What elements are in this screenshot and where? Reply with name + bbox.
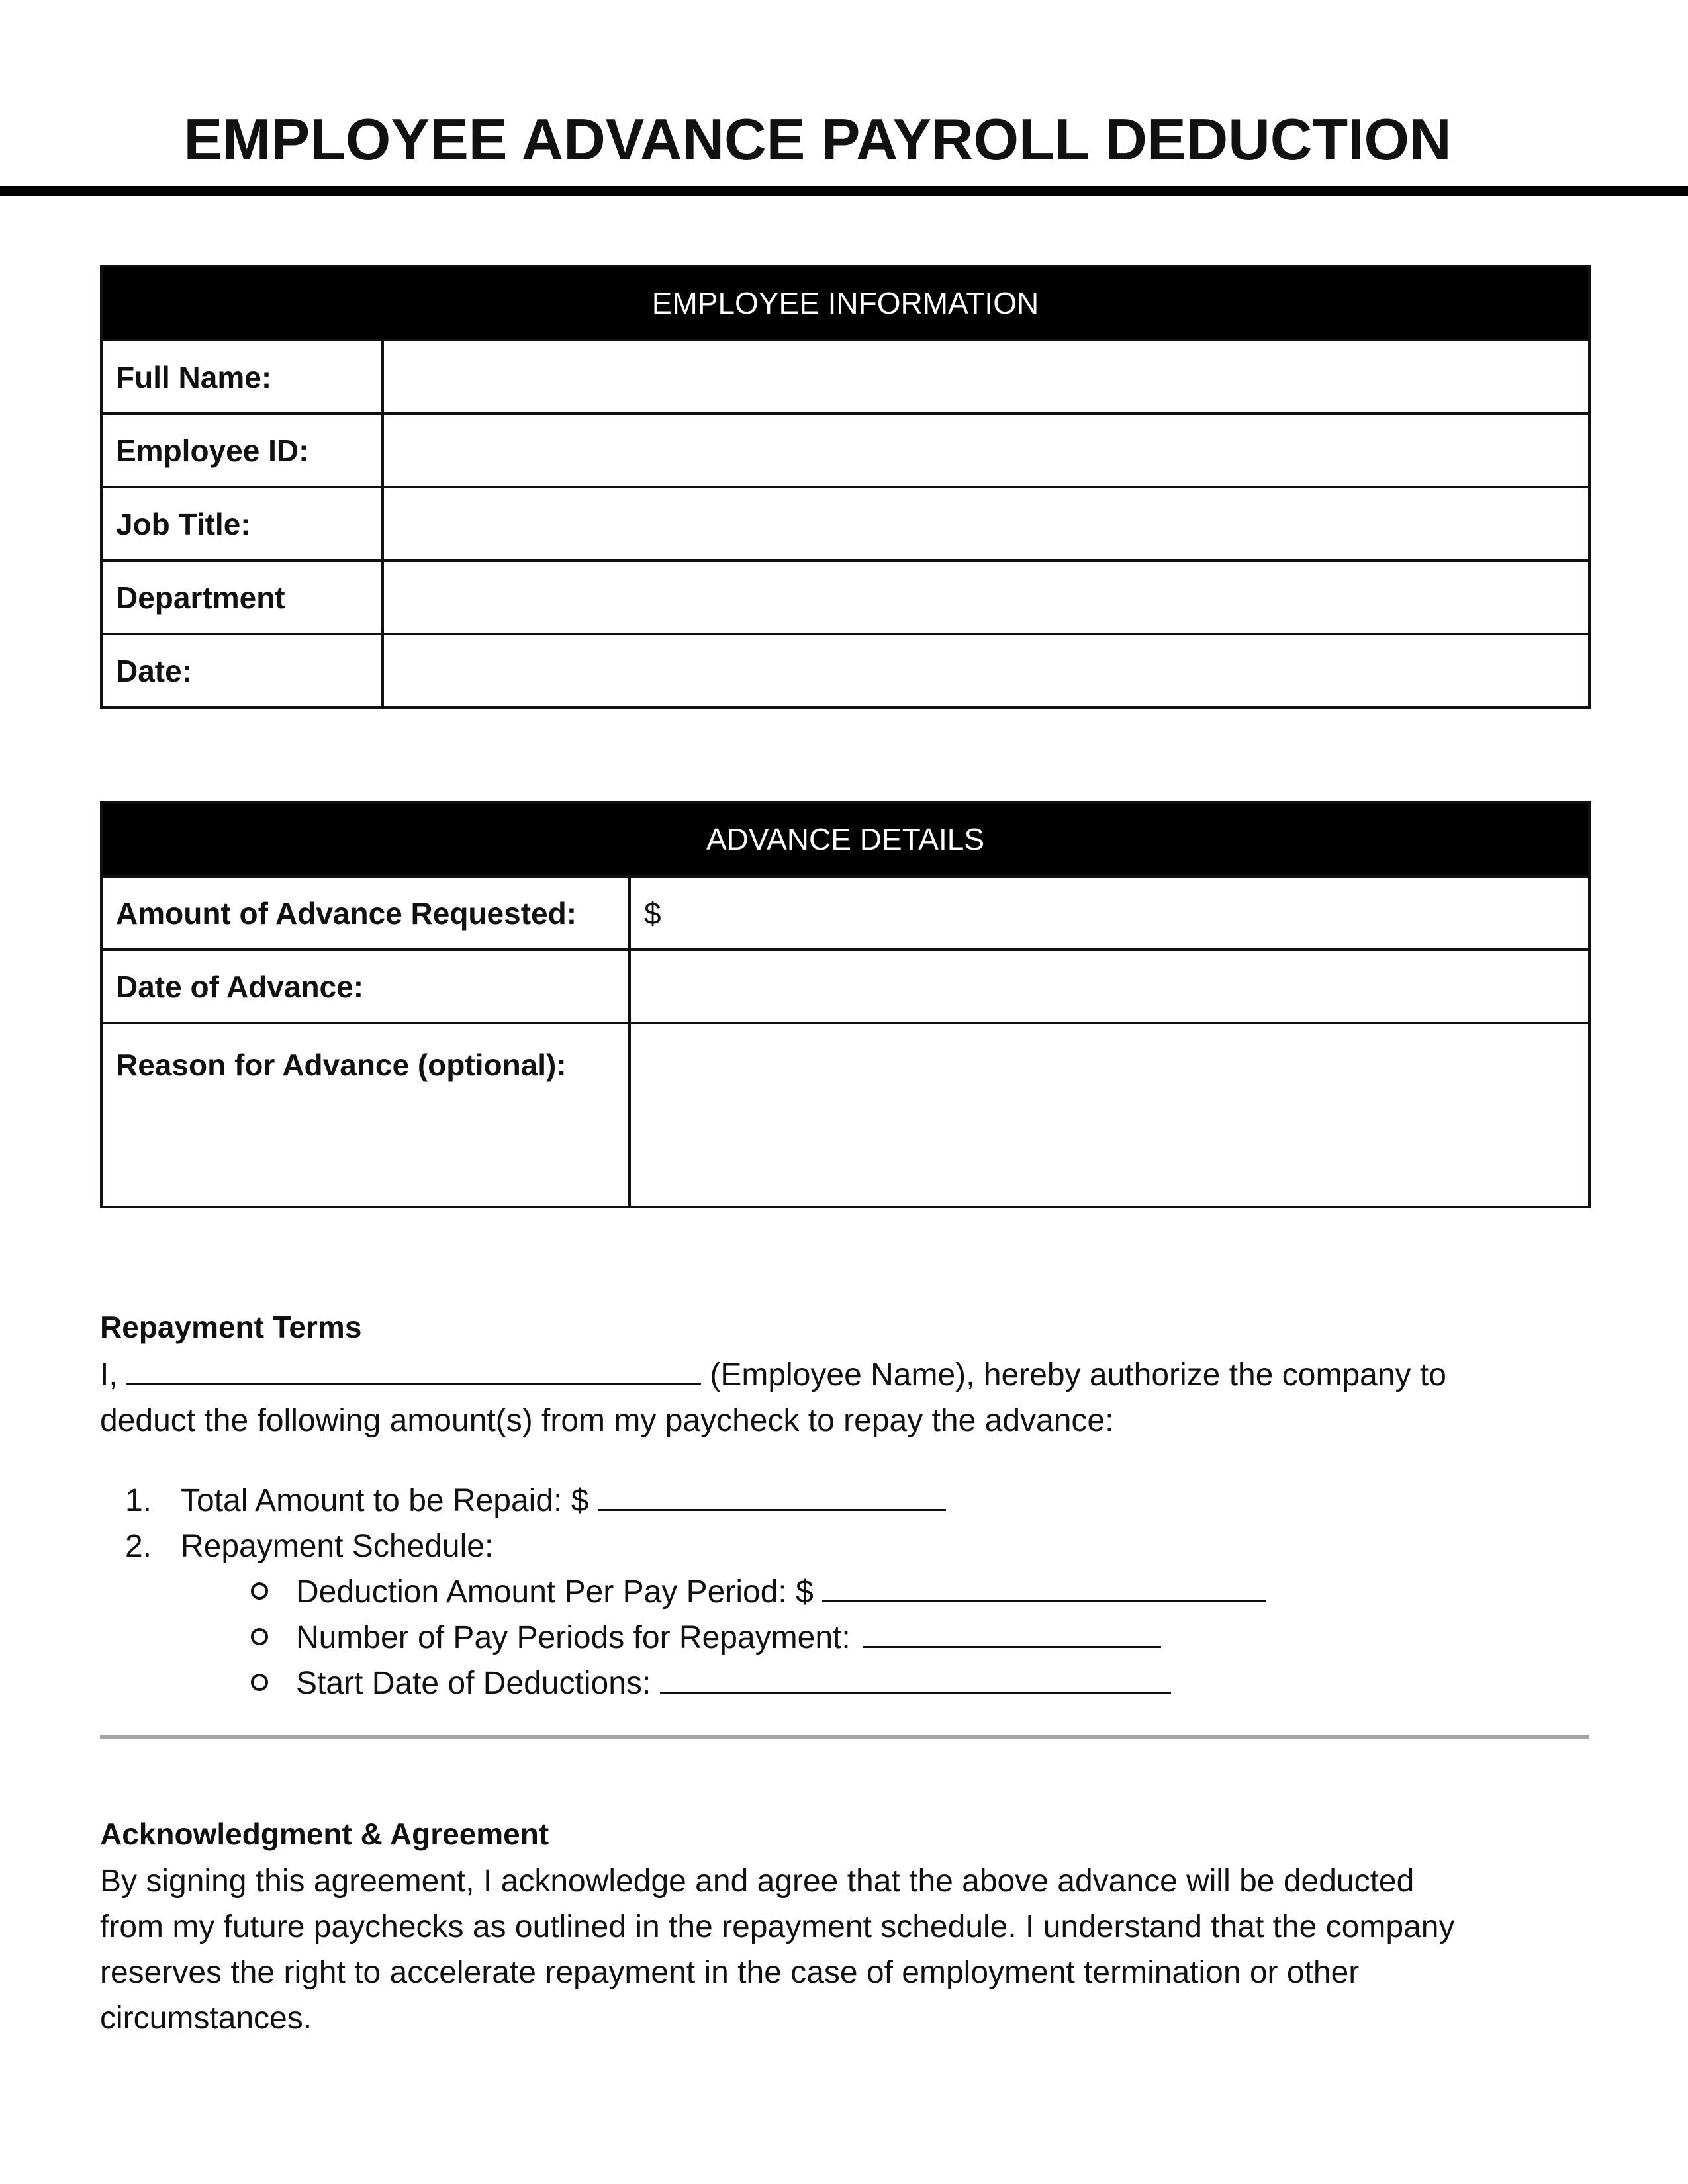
start-date-label: Start Date of Deductions: xyxy=(296,1666,651,1701)
page-title: EMPLOYEE ADVANCE PAYROLL DEDUCTION xyxy=(183,107,1452,172)
amount-requested-label: Amount of Advance Requested: xyxy=(101,876,630,950)
circle-bullet-icon xyxy=(251,1582,268,1600)
employee-information-table xyxy=(100,265,1591,709)
acknowledgment-line: from my future paychecks as outlined in the repayment schedule. I understand that the company xyxy=(100,1909,1455,1944)
acknowledgment-line: circumstances. xyxy=(100,2001,312,2036)
repayment-terms-heading: Repayment Terms xyxy=(100,1310,362,1344)
reason-label: Reason for Advance (optional): xyxy=(101,1023,630,1207)
total-amount-blank[interactable] xyxy=(598,1482,946,1511)
table-row xyxy=(101,950,1589,1023)
date-field[interactable] xyxy=(383,634,1589,707)
advance-details-heading: ADVANCE DETAILS xyxy=(101,802,1589,876)
table-row xyxy=(101,561,1589,634)
pay-periods-blank[interactable] xyxy=(863,1619,1161,1648)
intro-line-2: deduct the following amount(s) from my paycheck to repay the advance: xyxy=(100,1403,1114,1438)
pay-periods-label: Number of Pay Periods for Repayment: xyxy=(296,1620,851,1655)
advance-details-table xyxy=(100,801,1591,1208)
job-title-label: Job Title: xyxy=(101,487,383,561)
deduction-amount-label: Deduction Amount Per Pay Period: $ xyxy=(296,1574,814,1610)
acknowledgment-line: reserves the right to accelerate repayment in the case of employment termination or other xyxy=(100,1955,1360,1990)
circle-bullet-icon xyxy=(251,1674,268,1691)
title-rule xyxy=(0,186,1688,196)
list-item xyxy=(251,1569,1266,1615)
list-item xyxy=(251,1615,1161,1661)
full-name-field[interactable] xyxy=(383,340,1589,414)
list-item xyxy=(100,1524,493,1569)
employee-id-field[interactable] xyxy=(383,414,1589,487)
full-name-label: Full Name: xyxy=(101,340,383,414)
department-label: Department xyxy=(101,561,383,634)
table-row xyxy=(101,340,1589,414)
section-divider xyxy=(100,1735,1589,1739)
table-row xyxy=(101,414,1589,487)
repayment-intro xyxy=(100,1352,1596,1443)
job-title-field[interactable] xyxy=(383,487,1589,561)
total-amount-label: Total Amount to be Repaid: $ xyxy=(181,1483,589,1518)
item-number: 2. xyxy=(124,1529,152,1564)
intro-prefix: I, xyxy=(100,1357,118,1392)
employee-name-blank[interactable] xyxy=(126,1357,701,1385)
department-field[interactable] xyxy=(383,561,1589,634)
start-date-blank[interactable] xyxy=(660,1665,1171,1694)
table-row xyxy=(101,1023,1589,1207)
table-row xyxy=(101,634,1589,707)
intro-suffix: (Employee Name), hereby authorize the company to xyxy=(710,1357,1446,1392)
date-of-advance-field[interactable] xyxy=(630,950,1589,1023)
table-row xyxy=(101,487,1589,561)
list-item xyxy=(100,1478,946,1524)
employee-information-heading: EMPLOYEE INFORMATION xyxy=(101,266,1589,340)
acknowledgment-heading: Acknowledgment & Agreement xyxy=(100,1817,549,1851)
item-number: 1. xyxy=(124,1483,152,1518)
table-row xyxy=(101,876,1589,950)
acknowledgment-text xyxy=(100,1858,1596,2041)
acknowledgment-line: By signing this agreement, I acknowledge and agree that the above advance will be deducted xyxy=(100,1864,1415,1899)
reason-field[interactable] xyxy=(630,1023,1589,1207)
list-item xyxy=(251,1661,1171,1706)
circle-bullet-icon xyxy=(251,1628,268,1645)
date-label: Date: xyxy=(101,634,383,707)
deduction-amount-blank[interactable] xyxy=(822,1574,1266,1602)
employee-id-label: Employee ID: xyxy=(101,414,383,487)
amount-requested-field[interactable]: $ xyxy=(630,876,1589,950)
date-of-advance-label: Date of Advance: xyxy=(101,950,630,1023)
repayment-schedule-label: Repayment Schedule: xyxy=(181,1529,494,1564)
